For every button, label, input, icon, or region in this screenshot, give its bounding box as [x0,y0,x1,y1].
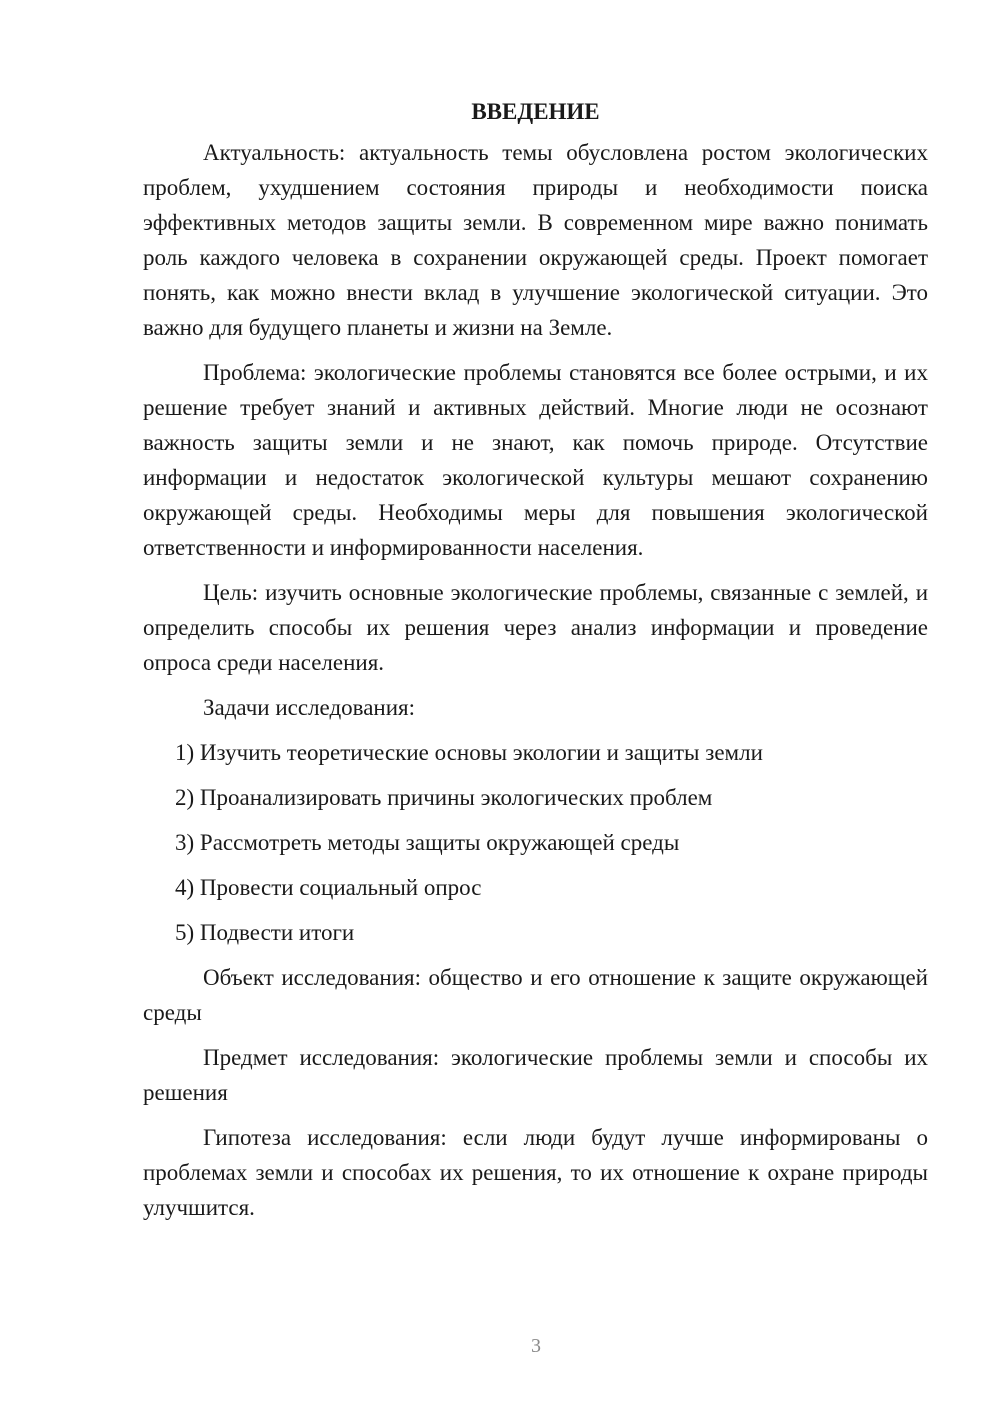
list-item: 4) Провести социальный опрос [175,875,482,900]
paragraph-problem: Проблема: экологические проблемы становятся все более острыми, и их решение требует знаний и активных действий. Многие люди не осознают важность защиты земли и не знают, как помочь природе. Отсутствие информации и недостаток экологической культуры мешают сохранению окружающей среды. Необходимы меры для повышения экологической ответственности и информированности населения. [143,360,928,560]
tasks-heading: Задачи исследования: [203,695,416,720]
paragraph-object: Объект исследования: общество и его отношение к защите окружающей среды [143,965,928,1025]
paragraph-subject: Предмет исследования: экологические проблемы земли и способы их решения [143,1045,928,1105]
list-item: 5) Подвести итоги [175,920,355,945]
page-title: ВВЕДЕНИЕ [471,99,600,124]
list-item: 3) Рассмотреть методы защиты окружающей среды [175,830,680,855]
paragraph-goal: Цель: изучить основные экологические проблемы, связанные с землей, и определить способы их решения через анализ информации и проведение опроса среди населения. [143,580,928,675]
tasks-list [143,735,928,950]
paragraph-hypothesis: Гипотеза исследования: если люди будут лучше информированы о проблемах земли и способах их решения, то их отношение к охране природы улучшится. [143,1125,928,1220]
list-item: 1) Изучить теоретические основы экологии и защиты земли [175,740,763,765]
paragraph-relevance: Актуальность: актуальность темы обусловлена ростом экологических проблем, ухудшением состояния природы и необходимости поиска эффективных методов защиты земли. В современном мире важно понимать роль каждого человека в сохранении окружающей среды. Проект помогает понять, как можно внести вклад в улучшение экологической ситуации. Это важно для будущего планеты и жизни на Земле. [143,140,928,340]
page-content [143,94,928,1235]
page-number: 3 [531,1335,541,1357]
list-item: 2) Проанализировать причины экологических проблем [175,785,713,810]
